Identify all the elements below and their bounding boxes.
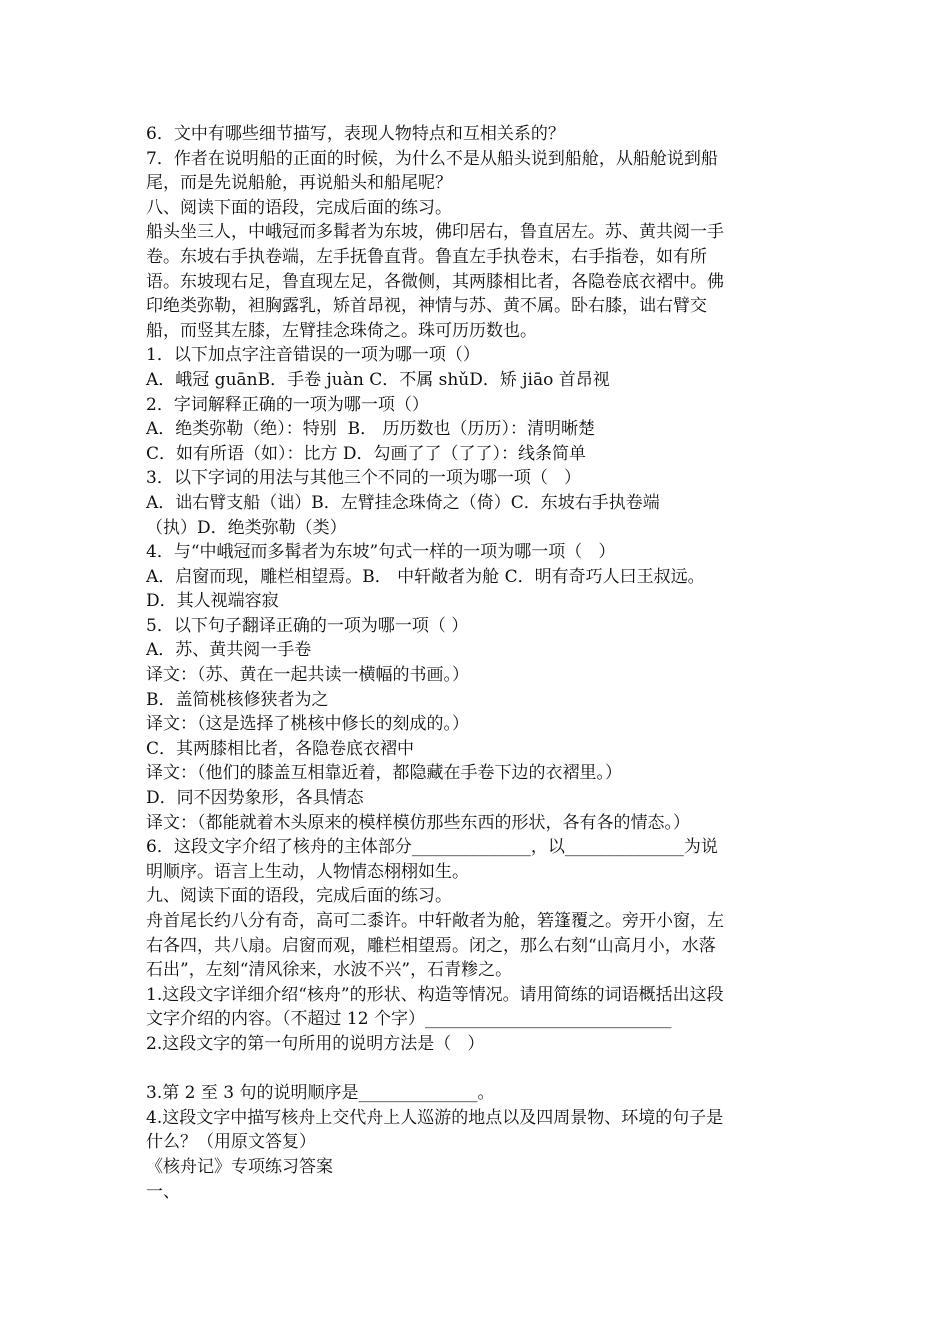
question-line: 文字介绍的内容。（不超过 12 个字）_____________________________ — [146, 1009, 672, 1030]
question-line: 5．以下句子翻译正确的一项为哪一项（ ） — [146, 615, 469, 636]
question-line: 2．字词解释正确的一项为哪一项（） — [146, 394, 429, 415]
question-line: 3．以下字词的用法与其他三个不同的一项为哪一项（ ） — [146, 468, 582, 489]
option-line: C．如有所语（如）：比方 D．勾画了了（了了）：线条简单 — [146, 443, 587, 464]
translation-line: 译文：（这是选择了桃核中修长的刻成的。） — [146, 714, 469, 735]
section-heading: 九、阅读下面的语段，完成后面的练习。 — [146, 886, 452, 907]
question-line: 3.第 2 至 3 句的说明顺序是______________。 — [146, 1083, 495, 1104]
text-line: 语。东坡现右足，鲁直现左足，各微侧，其两膝相比者，各隐卷底衣褶中。佛 — [146, 271, 724, 292]
text-line: 石出”，左刻“清风徐来，水波不兴”，石青糁之。 — [146, 960, 513, 981]
text-line: 卷。东坡右手执卷端，左手抚鲁直背。鲁直左手执卷末，右手指卷，如有所 — [146, 246, 707, 267]
option-line: D．其人视端容寂 — [146, 591, 279, 612]
text-line: 尾，而是先说船舱，再说船头和船尾呢？ — [146, 173, 452, 194]
option-line: D．同不因势象形，各具情态 — [146, 788, 364, 809]
option-line: A．苏、黄共阅一手卷 — [146, 640, 312, 661]
question-line: 4.这段文字中描写核舟上交代舟上人巡游的地点以及四周景物、环境的句子是 — [146, 1107, 724, 1128]
option-line: A．启窗而现，雕栏相望焉。B． 中轩敞者为舱 C．明有奇巧人曰王叔远。 — [146, 566, 705, 587]
question-line: 4．与“中峨冠而多髯者为东坡”句式一样的一项为哪一项（ ） — [146, 542, 616, 563]
question-line: 1．以下加点字注音错误的一项为哪一项（） — [146, 345, 480, 366]
question-line: 6．这段文字介绍了核舟的主体部分______________，以______________为说 — [146, 837, 718, 858]
text-line: 印绝类弥勒，袒胸露乳，矫首昂视，神情与苏、黄不属。卧右膝，诎右臂交 — [146, 296, 707, 317]
translation-line: 译文：（他们的膝盖互相靠近着，都隐藏在手卷下边的衣褶里。） — [146, 763, 622, 784]
question-line: 1.这段文字详细介绍“核舟”的形状、构造等情况。请用简练的词语概括出这段 — [146, 984, 724, 1005]
answer-section-label: 一、 — [146, 1181, 180, 1202]
option-line: A．绝类弥勒（绝）：特别 B． 历历数也（历历）：清明晰楚 — [146, 419, 595, 440]
question-line: 什么？（用原文答复） — [146, 1132, 316, 1153]
text-line: 6．文中有哪些细节描写，表现人物特点和互相关系的？ — [146, 124, 565, 144]
text-line: 船，而竖其左膝，左臂挂念珠倚之。珠可历历数也。 — [146, 320, 537, 341]
option-line: A．诎右臂支船（诎）B．左臂挂念珠倚之（倚）C．东坡右手执卷端 — [146, 492, 660, 513]
question-line: 2.这段文字的第一句所用的说明方法是（ ） — [146, 1033, 485, 1054]
option-line: A．峨冠 guānB．手卷 juàn C．不属 shǔD．矫 jiāo 首昂视 — [146, 369, 610, 390]
document-page — [146, 122, 806, 1204]
text-line: 右各四，共八扇。启窗而观，雕栏相望焉。闭之，那么右刻“山高月小，水落 — [146, 935, 716, 956]
text-line: 船头坐三人，中峨冠而多髯者为东坡，佛印居右，鲁直居左。苏、黄共阅一手 — [146, 222, 724, 243]
text-line: 舟首尾长约八分有奇，高可二黍许。中轩敞者为舱，箬篷覆之。旁开小窗，左 — [146, 911, 724, 931]
option-line: C．其两膝相比者，各隐卷底衣褶中 — [146, 738, 415, 759]
section-heading: 八、阅读下面的语段，完成后面的练习。 — [146, 197, 452, 218]
answer-heading: 《核舟记》专项练习答案 — [146, 1156, 333, 1177]
text-line: 7．作者在说明船的正面的时候，为什么不是从船头说到船舱，从船舱说到船 — [146, 148, 718, 169]
option-line: （执）D．绝类弥勒（类） — [146, 517, 347, 538]
blank-line — [146, 1057, 806, 1082]
translation-line: 译文：（都能就着木头原来的模样模仿那些东西的形状，各有各的情态。） — [146, 812, 690, 833]
text-line: 明顺序。语言上生动，人物情态栩栩如生。 — [146, 861, 469, 882]
option-line: B．盖简桃核修狭者为之 — [146, 689, 329, 710]
translation-line: 译文：（苏、黄在一起共读一横幅的书画。） — [146, 665, 469, 686]
